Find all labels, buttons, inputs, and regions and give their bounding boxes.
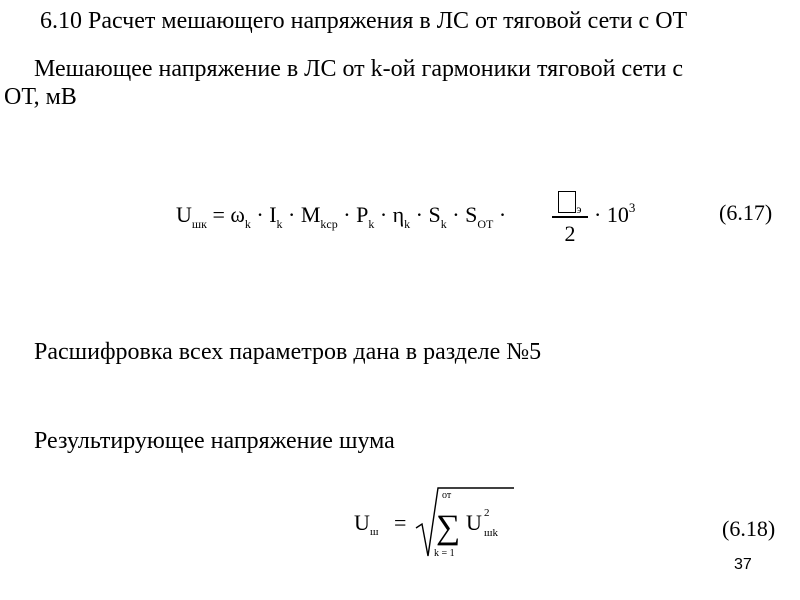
formula-power-of-ten [594,202,635,228]
square-root-sign [416,488,514,556]
page-number: 37 [734,556,752,573]
formula2-equals: = [394,510,407,535]
equation-number-6-18: (6.18) [722,516,776,541]
formula-lhs-u: U [176,202,192,227]
formula-eta: η [392,202,405,227]
formula2-term-u: U [466,510,482,535]
formula-dot: · [410,202,429,227]
formula-m: M [300,202,321,227]
formula-omega: ω [230,202,245,227]
formula-6-18-svg [354,484,524,564]
formula-m-sub: kср [320,217,338,231]
formula-dot: · [250,202,270,227]
formula-equals: = [206,202,231,227]
formula-dot: · [282,202,301,227]
formula-i: I [269,202,277,227]
missing-glyph-box [558,191,576,213]
formula2-term-sub: шk [484,527,498,539]
formula-ten-exponent: 3 [628,200,636,215]
slide-title: 6.10 Расчет мешающего напряжения в ЛС от тяговой сети с ОТ [40,8,688,34]
formula-p-sub: k [368,217,375,231]
formula-fraction [552,186,588,248]
formula-s-ot: S [465,202,478,227]
formula-6-18 [354,484,524,564]
formula-lhs-sub: шк [191,217,207,231]
formula-6-17-product [176,202,507,231]
formula-dot: · [337,202,357,227]
fraction-numerator [552,186,588,214]
fraction-denominator: 2 [564,221,576,246]
intro-text-line-1: Мешающее напряжение в ЛС от k-ой гармоники тяговой сети с [34,56,684,82]
formula2-term-sup: 2 [484,507,490,519]
sum-lower-limit: k = 1 [434,548,455,559]
formula-dot: · [374,202,393,227]
fraction-bar [552,216,588,218]
formula-s: S [428,202,441,227]
formula-dot: · [493,202,507,227]
intro-text-line-2: ОТ, мВ [4,84,77,110]
formula2-lhs-u: U [354,510,370,535]
formula-i-sub: k [276,217,283,231]
formula-ten: 10 [606,202,629,227]
parameters-note: Расшифровка всех параметров дана в разделе №5 [34,339,542,365]
sum-sign: ∑ [436,509,461,546]
formula-s-ot-sub: ОТ [477,217,494,231]
formula-p: P [356,202,369,227]
formula-dot: · [446,202,466,227]
equation-number-6-17: (6.17) [719,200,773,225]
result-label: Результирующее напряжение шума [34,428,395,454]
formula-dot: · [594,202,607,227]
formula2-lhs-sub: ш [370,526,379,538]
sum-upper-limit: от [442,490,452,501]
formula-eta-sub: k [404,217,411,231]
formula-s-sub: k [440,217,447,231]
fraction-numerator-sub: э [576,202,582,216]
formula-omega-sub: k [244,217,251,231]
